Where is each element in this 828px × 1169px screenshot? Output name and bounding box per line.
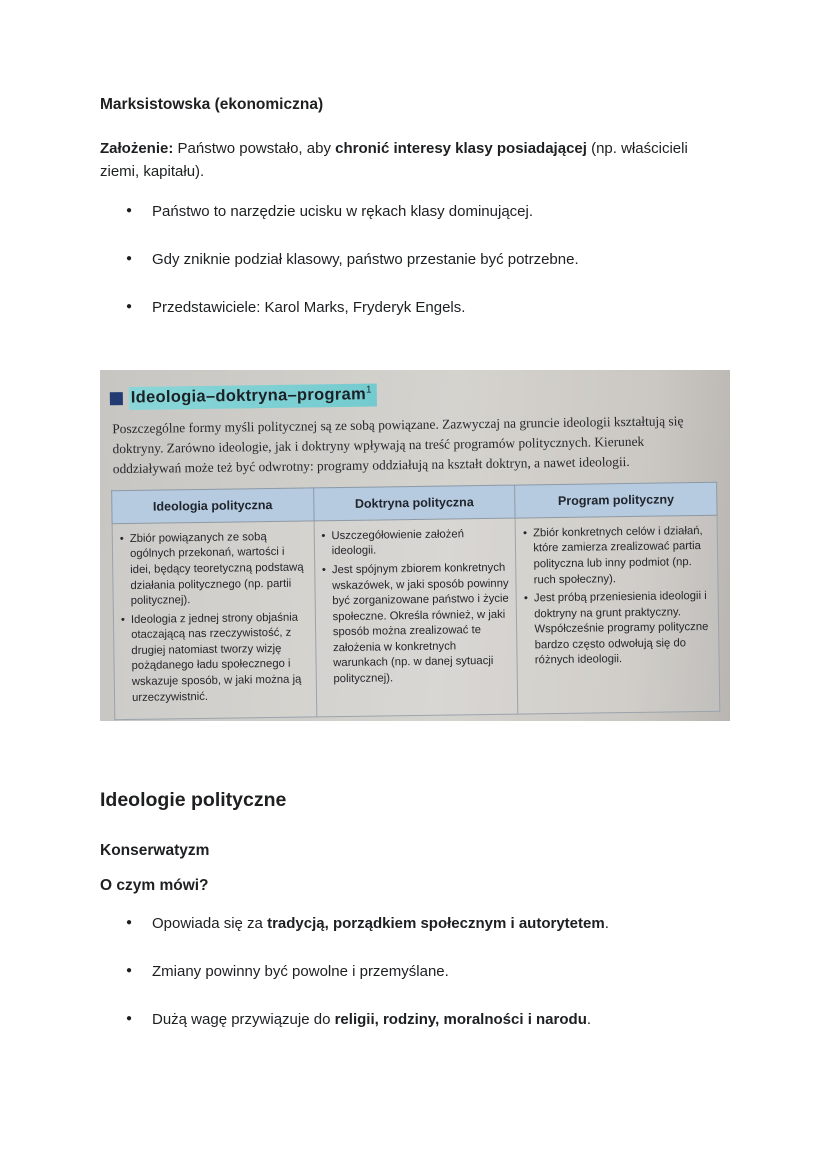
footnote-mark: 1 xyxy=(365,384,372,396)
zalozenie-label: Założenie: xyxy=(100,140,174,157)
bullet-bold-text: tradycją, porządkiem społecznym i autorytetem xyxy=(267,915,605,933)
table-header-doktryna: Doktryna polityczna xyxy=(313,485,515,521)
textbook-photo xyxy=(100,370,730,721)
bullet-item xyxy=(100,961,730,983)
bullet-text: Zmiany powinny być powolne i przemyślane. xyxy=(152,963,449,980)
table-header-program: Program polityczny xyxy=(515,482,717,518)
textbook-photo-content xyxy=(110,379,721,721)
table-header-ideologia: Ideologia polityczna xyxy=(112,488,314,524)
bullet-text: . xyxy=(586,1010,592,1028)
zalozenie-bold-phrase: chronić interesy klasy posiadającej xyxy=(335,140,587,157)
bullet-bold-text: religii, rodziny, moralności i narodu xyxy=(334,1010,587,1028)
bullet-item: ● Przedstawiciele: Karol Marks, Fryderyk Engels. xyxy=(100,297,730,319)
bullet-item: ● Państwo to narzędzie ucisku w rękach klasy dominującej. xyxy=(100,201,730,223)
ideology-table xyxy=(111,482,720,721)
photo-intro-paragraph: Poszczególne formy myśli politycznej są ze sobą powiązane. Zazwyczaj na gruncie ideologii kształtują się doktryny. Zarówno ideologie, jak i doktryny wpływają na treść programów politycznych. Kierunek oddziaływań może też być odwrotny: programy oddziałują na kształt doktryn, a nawet ideologii. xyxy=(112,412,684,477)
bullet-text: Opowiada się za xyxy=(152,915,268,933)
photo-title xyxy=(129,384,377,410)
cell-item: • Ideologia z jednej strony objaśnia otaczającą nas rzeczywistość, z drugiej natomiast tworzy wizję pożądanego ładu społecznego i wskazuje sposób, w jaki można ją urzeczywistnić. xyxy=(121,610,309,706)
table-body-row xyxy=(112,515,720,720)
bullet-item xyxy=(100,1009,730,1031)
heading-marksistowska: Marksistowska (ekonomiczna) xyxy=(100,96,324,113)
photo-title-text: Ideologia–doktryna–program xyxy=(130,385,367,407)
heading-ideologie-polityczne: Ideologie polityczne xyxy=(100,789,287,812)
cell-item: • Jest próbą przeniesienia ideologii i doktryny na grunt praktyczny. Współcześnie programy polityczne bardzo często odwołują się do różnych ideologii. xyxy=(524,589,712,669)
photo-title-row xyxy=(110,379,716,410)
zalozenie-text-2: (np. właścicieli ziemi, kapitału). xyxy=(100,140,688,180)
cell-item: • Zbiór konkretnych celów i działań, które zamierza zrealizować partia polityczna lub inny podmiot (np. ruch społeczny). xyxy=(523,524,711,589)
zalozenie-text-1: Państwo powstało, aby xyxy=(173,140,336,157)
blue-square-icon xyxy=(110,392,123,405)
bullet-text: Dużą wagę przywiązuje do xyxy=(152,1010,335,1028)
table-cell-ideologia xyxy=(112,521,316,720)
bullet-text: . xyxy=(604,915,609,933)
cell-item: • Jest spójnym zbiorem konkretnych wskazówek, w jaki sposób powinny być zorganizowane państwo i życie społeczne. Określa również, w jaki sposób można zrealizować te założenia w konkretnych warunkach (np. w danej sytuacji politycznej). xyxy=(322,561,510,688)
table-cell-doktryna xyxy=(314,518,518,717)
cell-item: • Zbiór powiązanych ze sobą ogólnych przekonań, wartości i idei, będący teoretyczną podstawą działania politycznego (np. partii politycznej). xyxy=(120,530,308,610)
cell-item: • Uszczegółowienie założeń ideologii. xyxy=(321,527,508,561)
bullet-item: ● Gdy zniknie podział klasowy, państwo przestanie być potrzebne. xyxy=(100,249,730,271)
heading-o-czym-mowi: O czym mówi? xyxy=(100,877,209,895)
bullet-item xyxy=(100,913,730,935)
marksizm-bullet-list xyxy=(100,201,730,318)
paragraph-zalozenie xyxy=(100,138,730,183)
heading-konserwatyzm: Konserwatyzm xyxy=(100,842,210,860)
table-cell-program xyxy=(515,515,719,714)
konserwatyzm-bullet-list xyxy=(100,913,730,1030)
